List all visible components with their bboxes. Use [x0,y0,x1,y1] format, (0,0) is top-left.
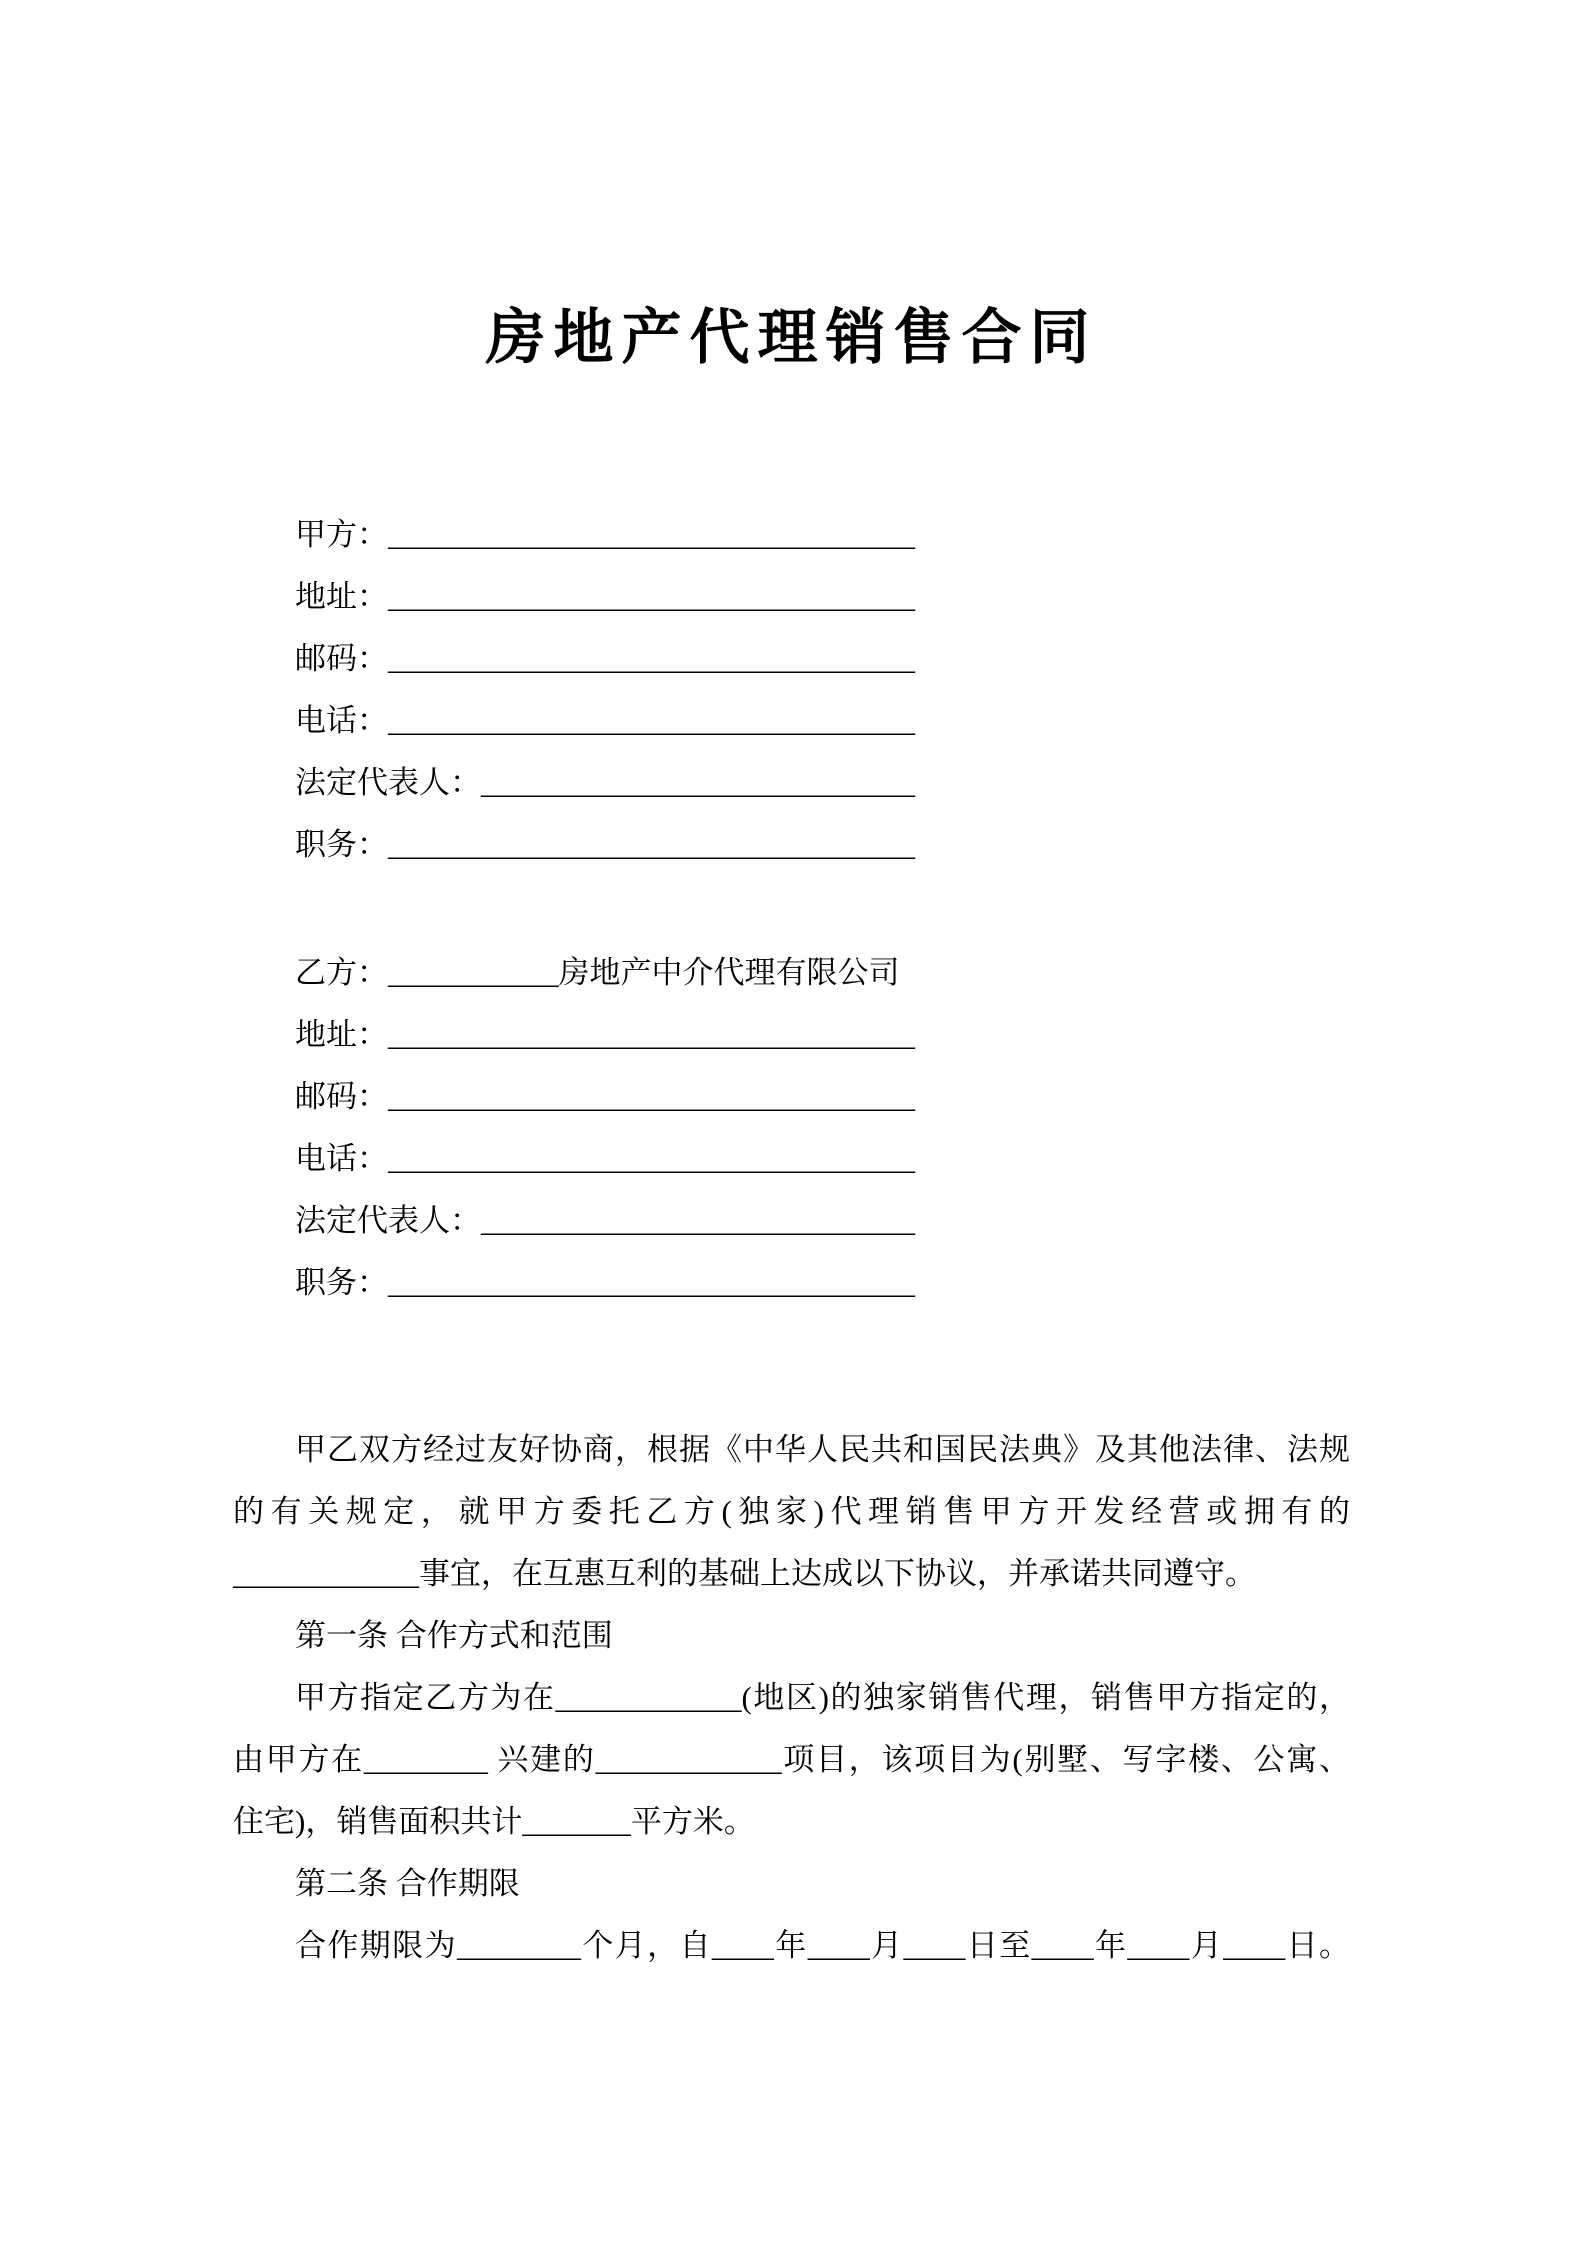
field-label: 职务： [295,1265,388,1300]
party-b-phone-row [233,1128,1350,1190]
blank-line: __________________________________ [388,1141,915,1176]
company-name-suffix: 房地产中介代理有限公司 [558,955,900,990]
field-label: 邮码： [295,641,388,676]
party-a-legal-rep-row [233,752,1350,814]
party-a-section [233,504,1350,876]
field-label: 甲方： [295,517,388,552]
preamble-line-1: 甲乙双方经过友好协商，根据《中华人民共和国民法典》及其他法律、法规 [295,1432,1350,1467]
party-b-address-row [233,1004,1350,1066]
article-2-heading: 第二条 合作期限 [295,1866,520,1901]
party-b-name-row [233,942,1350,1004]
field-label: 地址： [295,579,388,614]
document-title: 房地产代理销售合同 [485,305,1098,371]
party-b-title-row [233,1252,1350,1314]
field-label: 乙方： [295,955,388,990]
blank-line: __________________________________ [388,1265,915,1300]
party-a-phone-row [233,690,1350,752]
blank-line: __________________________________ [388,1079,915,1114]
party-a-zip-row [233,628,1350,690]
article-1-line-1: 甲方指定乙方为在____________(地区)的独家销售代理，销售甲方指定的， [295,1680,1350,1715]
party-a-address-row [233,566,1350,628]
blank-line: __________________________________ [388,579,915,614]
article-1-line-3: 住宅)，销售面积共计_______平方米。 [233,1804,755,1839]
blank-line: __________________________________ [388,1017,915,1052]
preamble-line-2: 的有关规定，就甲方委托乙方(独家)代理销售甲方开发经营或拥有的 [233,1494,1350,1529]
blank-line: ____________________________ [481,1203,915,1238]
party-b-section [233,942,1350,1314]
field-label: 电话： [295,1141,388,1176]
blank-line: ___________ [388,955,559,990]
blank-line: __________________________________ [388,703,915,738]
field-label: 法定代表人： [295,1203,481,1238]
party-a-title-row [233,814,1350,876]
party-b-zip-row [233,1066,1350,1128]
blank-line: __________________________________ [388,641,915,676]
party-a-name-row [233,504,1350,566]
contract-body [233,1419,1350,1977]
party-b-legal-rep-row [233,1190,1350,1252]
article-1-line-2: 由甲方在________ 兴建的____________项目，该项目为(别墅、写字楼、公寓、 [233,1742,1350,1777]
blank-line: __________________________________ [388,827,915,862]
field-label: 职务： [295,827,388,862]
field-label: 电话： [295,703,388,738]
field-label: 地址： [295,1017,388,1052]
article-2-line-1: 合作期限为________个月，自____年____月____日至____年____月____日。 [295,1928,1350,1963]
field-label: 法定代表人： [295,765,481,800]
article-1-heading: 第一条 合作方式和范围 [295,1618,613,1653]
blank-line: __________________________________ [388,517,915,552]
blank-line: ____________________________ [481,765,915,800]
preamble-line-3: ____________事宜，在互惠互利的基础上达成以下协议，并承诺共同遵守。 [233,1556,1256,1591]
field-label: 邮码： [295,1079,388,1114]
